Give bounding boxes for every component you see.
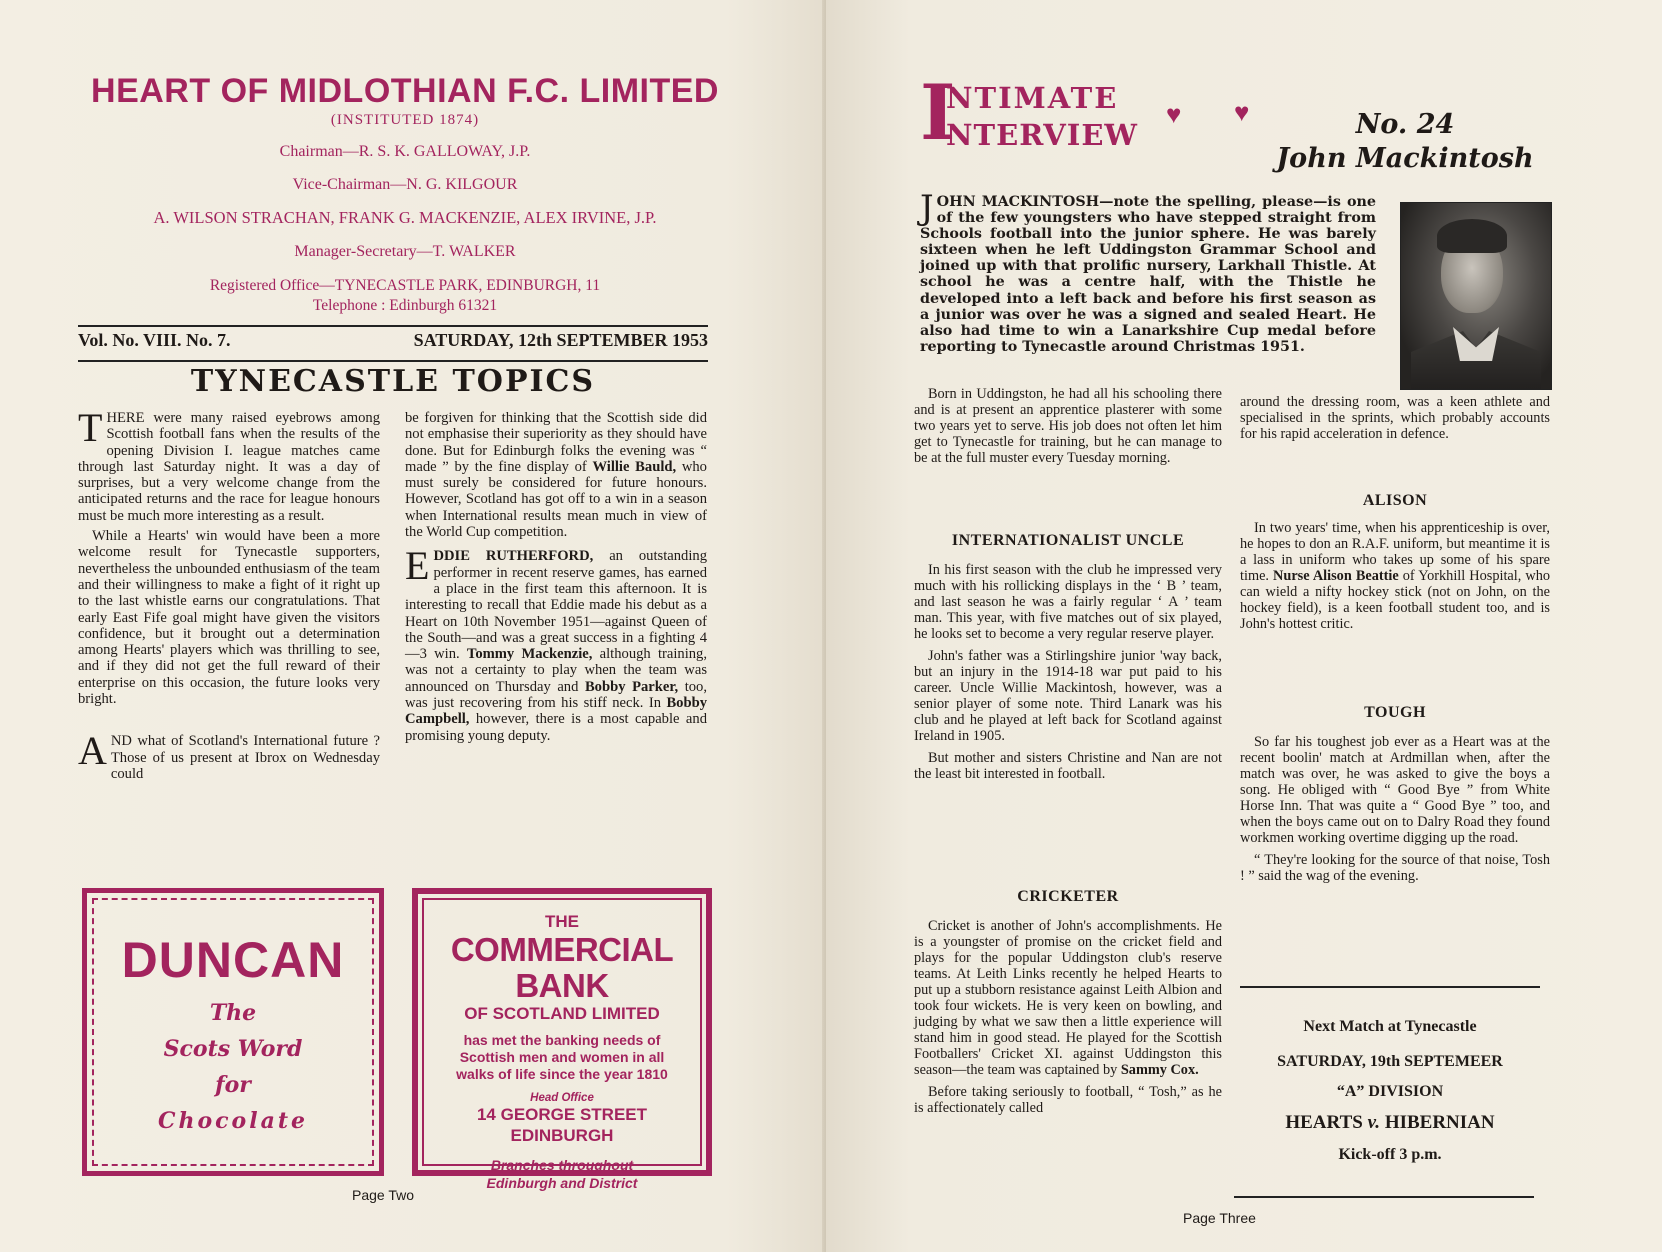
duncan-line-2: Scots Word xyxy=(163,1036,303,1062)
directors-line: A. WILSON STRACHAN, FRANK G. MACKENZIE, ALEX IRVINE, J.P. xyxy=(153,208,657,227)
duncan-advert xyxy=(82,888,384,1176)
interview-paragraph: John's father was a Stirlingshire junior 'way back, but an injury in the 1914-18 war put paid to his career. Uncle Willie Mackintosh, however, was a senior player of some note. Third Lanark was his club and he played at left back for Scotland against Ireland in 1905. xyxy=(914,648,1222,744)
vice-chairman-line: Vice-Chairman—N. G. KILGOUR xyxy=(292,176,518,193)
duncan-brand: DUNCAN xyxy=(121,932,345,988)
instituted-line: (INSTITUTED 1874) xyxy=(330,112,480,128)
issue-line xyxy=(78,330,708,351)
interview-paragraph: But mother and sisters Christine and Nan are not the least bit interested in football. xyxy=(914,750,1222,782)
bank-address-2: EDINBURGH xyxy=(510,1126,614,1145)
interview-column-2 xyxy=(1240,394,1550,446)
interview-paragraph: Cricket is another of John's accomplishments. He is a youngster of promise on the cricket field and plays for the popular Uddingston club's reserve teams. At Leith Links recently he helped Hearts to put up a stubborn resistance against Leith Albion and took four wickets. He is very keen on bowling, and judging by what we saw then a little experience will stand him in good stead. He played for the Scottish Footballers' Cricket XI. against Uddingston this season—the team was captained by Sammy Cox. xyxy=(914,918,1222,1078)
interview-paragraph: Before taking seriously to football, “ Tosh,” as he is affectionately called xyxy=(914,1084,1222,1116)
interview-paragraph: Born in Uddingston, he had all his schooling there and is at present an apprentice plasterer with some two years yet to serve. His job does not often let him get to Tynecastle for training, but he can manage to be at the full muster every Tuesday morning. xyxy=(914,386,1222,466)
interview-paragraph: around the dressing room, was a keen athlete and specialised in the sprints, which probably accounts for his rapid acceleration in defence. xyxy=(1240,394,1550,442)
player-name: Bobby Parker, xyxy=(584,678,679,695)
topics-paragraph-2: While a Hearts' win would have been a more welcome result for Tynecastle supporters, nevertheless the unbounded enthusiasm of the team and their willingness to make a fight of it right up to the last whistle earns our congratulations. That early East Fife goal might have given the visitors confidence, but it brought out a determination among Hearts' players which was thrilling to see, and if they did not get the full reward of their enterprise on this occasion, the future looks very bright. xyxy=(78,528,380,708)
drop-cap: T xyxy=(78,405,103,450)
chairman-line: Chairman—R. S. K. GALLOWAY, J.P. xyxy=(279,143,531,160)
registered-office: Registered Office—TYNECASTLE PARK, EDINBURGH, 11 xyxy=(209,277,601,294)
drop-cap: A xyxy=(78,728,107,774)
interview-column-1 xyxy=(914,386,1222,470)
topics-column-1 xyxy=(78,405,380,786)
masthead-rule-bottom xyxy=(78,360,708,362)
manager-line: Manager-Secretary—T. WALKER xyxy=(294,243,516,260)
club-name: HEART OF MIDLOTHIAN F.C. LIMITED xyxy=(91,72,719,110)
telephone: Telephone : Edinburgh 61321 xyxy=(312,297,498,314)
player-name: Bobby Campbell, xyxy=(405,695,707,728)
page-number-left: Page Two xyxy=(352,1187,415,1203)
player-name: Sammy Cox. xyxy=(1120,1062,1199,1078)
heart-icon: ♥ xyxy=(1234,98,1250,127)
player-photo xyxy=(1400,202,1552,390)
person-name: Nurse Alison Beattie xyxy=(1273,568,1399,584)
player-name: Willie Bauld, xyxy=(592,458,677,475)
next-match-fixture: HEARTS v. HIBERNIAN xyxy=(1285,1112,1495,1133)
subhead-internationalist-uncle: INTERNATIONALIST UNCLE xyxy=(951,532,1185,549)
bank-branches: Branches throughout Edinburgh and District xyxy=(486,1157,638,1191)
topics-paragraph-3: AND what of Scotland's International future ? Those of us present at Ibrox on Wednesday could xyxy=(78,728,380,782)
heading-initial: I xyxy=(920,68,956,157)
next-match-date: SATURDAY, 19th SEPTEMEER xyxy=(1277,1053,1503,1070)
interview-column-1c xyxy=(914,918,1222,1120)
topics-paragraph-1: THERE were many raised eyebrows among Scottish football fans when the results of the opening Division I. league matches came through last Saturday night. It was a day of surprises, but a very welcome change from the anticipated returns and the race for league honours must be much more interesting as a result. xyxy=(78,405,380,524)
bank-body: has met the banking needs of Scottish men and women in all walks of life since the year 1810 xyxy=(456,1032,668,1082)
next-match-kickoff: Kick-off 3 p.m. xyxy=(1338,1146,1442,1163)
interview-title xyxy=(1260,108,1550,176)
topics-paragraph-5: EDDIE RUTHERFORD, an outstanding performer in recent reserve games, has earned a place in the first team this afternoon. It is interesting to recall that Eddie made his debut as a Heart on 10th November 1951—against Queen of the South—and was a great success in a fighting 4—3 win. Tommy Mackenzie, although training, was not a certainty to play when the team was announced on Thursday and Bobby Parker, too, was just recovering from his stiff neck. In Bobby Campbell, however, there is a most capable and promising young deputy. xyxy=(405,543,707,744)
player-name: DDIE RUTHERFORD, xyxy=(433,548,594,565)
bank-address-1: 14 GEORGE STREET xyxy=(476,1105,648,1124)
masthead-rule-top xyxy=(78,325,708,327)
bank-head-office: Head Office xyxy=(530,1092,594,1104)
commercial-bank-advert xyxy=(412,888,712,1191)
interview-column-2b xyxy=(1240,520,1550,636)
interview-paragraph: So far his toughest job ever as a Heart was at the recent boolin' match at Ardmillan when, after the match was over, he was asked to give the boys a song. He obliged with “ Good Bye ” from White Horse Inn. That was quite a “ Good Bye ” too, and when the boys came out on to Dalry Road they found workmen working overtime digging up the road. xyxy=(1240,734,1550,846)
heart-icon: ♥ xyxy=(1166,100,1182,129)
heading-line-2: NTERVIEW xyxy=(946,118,1138,152)
interview-column-1b xyxy=(914,562,1222,786)
interview-paragraph: “ They're looking for the source of that noise, Tosh ! ” said the wag of the evening. xyxy=(1240,852,1550,884)
interview-number: No. 24 xyxy=(1355,109,1455,140)
topics-column-2 xyxy=(405,410,707,748)
player-name: Tommy Mackenzie, xyxy=(466,646,593,663)
bank-subtitle: OF SCOTLAND LIMITED xyxy=(464,1004,660,1023)
bank-the: THE xyxy=(545,912,579,931)
subhead-cricketer: CRICKETER xyxy=(1017,888,1119,905)
next-match-rule-top xyxy=(1240,986,1540,988)
duncan-line-3: for xyxy=(215,1072,251,1098)
page-two xyxy=(0,0,826,1252)
page-number-right: Page Three xyxy=(1183,1210,1256,1226)
interview-paragraph: In two years' time, when his apprenticeship is over, he hopes to don an R.A.F. uniform, but meantime it is a lass in uniform who takes up some of his spare time. Nurse Alison Beattie of Yorkhill Hospital, who can wield a nifty hockey stick (not on John, on the hockey field), is a keen football student too, and is John's hottest critic. xyxy=(1240,520,1550,632)
topics-paragraph-4: be forgiven for thinking that the Scottish side did not emphasise their superiority as they should have done. But for Edinburgh folks the evening was “ made ” by the fine display of Willie Bauld, who must surely be considered for future honours. However, Scotland has got off to a win in a season when International results mean much in view of the World Cup competition. xyxy=(405,410,707,541)
duncan-line-1: The xyxy=(209,1000,257,1026)
interview-intro: JOHN MACKINTOSH—note the spelling, please—is one of the few youngsters who have stepped straight from Schools football into the junior sphere. He was barely sixteen when he left Uddingston Grammar School and joined up with that prolific nursery, Larkhall Thistle. At school he was a centre half, with the Thistle he developed into a left back and before his first season as a junior was over he was a signed and sealed Heart. He also had time to win a Lanarkshire Cup medal before reporting to Tynecastle around Christmas 1951. xyxy=(920,188,1376,355)
duncan-line-4: Chocolate xyxy=(157,1108,309,1134)
subhead-tough: TOUGH xyxy=(1364,704,1426,721)
next-match-division: “A” DIVISION xyxy=(1336,1083,1444,1100)
next-match-heading: Next Match at Tynecastle xyxy=(1303,1018,1477,1035)
drop-cap: J xyxy=(920,188,934,228)
subhead-alison: ALISON xyxy=(1362,492,1428,509)
interview-paragraph: In his first season with the club he impressed very much with his rollicking displays in the ‘ B ’ team, and last season he was a fairly regular ‘ A ’ team man. This year, with five matches out of six played, he looks set to become a very regular reserve player. xyxy=(914,562,1222,642)
bank-name: COMMERCIAL BANK xyxy=(450,931,674,1004)
issue-date: SATURDAY, 12th SEPTEMBER 1953 xyxy=(413,330,708,350)
heading-line-1: NTIMATE xyxy=(946,81,1119,115)
interview-column-2c xyxy=(1240,734,1550,888)
drop-cap: E xyxy=(405,543,430,589)
volume-number: Vol. No. VIII. No. 7. xyxy=(78,330,231,350)
interview-subject: John Mackintosh xyxy=(1276,143,1534,174)
next-match-rule-bottom xyxy=(1234,1196,1534,1198)
topics-title: TYNECASTLE TOPICS xyxy=(190,364,596,399)
